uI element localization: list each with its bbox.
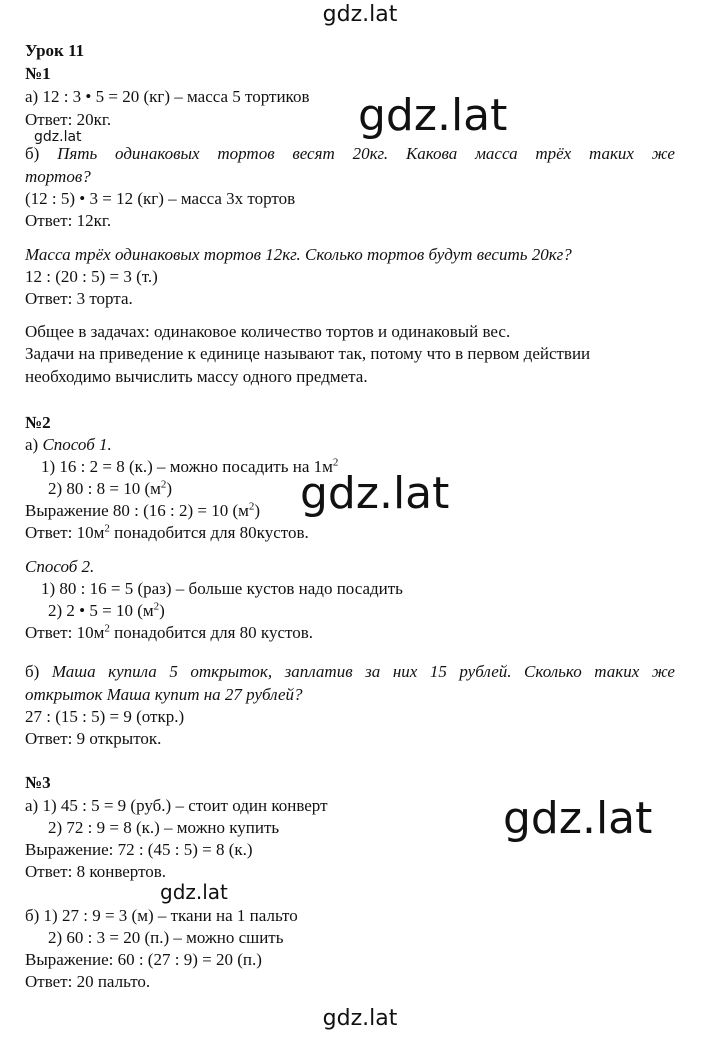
task-1-c-solution: 12 : (20 : 5) = 3 (т.) bbox=[25, 267, 158, 286]
closing-paren: ) bbox=[254, 501, 261, 520]
task-1-b-solution: (12 : 5) • 3 = 12 (кг) – масса 3х тортов bbox=[25, 189, 296, 208]
task-2-b-solution: 27 : (15 : 5) = 9 (откр.) bbox=[25, 707, 185, 726]
task-2-b-prefix: б) bbox=[25, 662, 40, 681]
word: весят bbox=[292, 144, 335, 163]
task-3-a-answer: Ответ: 8 конвертов. bbox=[25, 862, 167, 881]
task-2-way-1-answer bbox=[25, 523, 309, 543]
task-3-number: №3 bbox=[25, 773, 51, 792]
task-2-way-2-answer-end: понадобится для 80 кустов. bbox=[109, 623, 313, 642]
watermark-large-2: gdz.lat bbox=[300, 468, 450, 519]
word: за bbox=[365, 662, 381, 681]
task-2-way-2-step-2 bbox=[48, 601, 165, 621]
task-1-a-answer: Ответ: 20кг. bbox=[25, 110, 112, 129]
task-1-b-prefix: б) bbox=[25, 144, 40, 163]
word: таких bbox=[594, 662, 640, 681]
word: трёх bbox=[535, 144, 572, 163]
task-2-way-2-step-2-text: 2) 2 • 5 = 10 (м bbox=[48, 601, 154, 620]
word: одинаковых bbox=[115, 144, 200, 163]
word: Сколько bbox=[524, 662, 582, 681]
task-2-b-answer: Ответ: 9 открыток. bbox=[25, 729, 162, 748]
task-1-a-line: а) 12 : 3 • 5 = 20 (кг) – масса 5 тортиков bbox=[25, 87, 310, 106]
superscript: 2 bbox=[153, 600, 160, 613]
watermark-large-1: gdz.lat bbox=[358, 90, 508, 141]
task-1-note-3: необходимо вычислить массу одного предмета. bbox=[25, 367, 368, 386]
task-3-a-expression: Выражение: 72 : (45 : 5) = 8 (к.) bbox=[25, 840, 253, 859]
superscript: 2 bbox=[248, 500, 255, 513]
task-1-c-answer: Ответ: 3 торта. bbox=[25, 289, 133, 308]
task-2-way-1-step-2 bbox=[48, 479, 172, 499]
word: открыток, bbox=[190, 662, 273, 681]
task-1-b-answer: Ответ: 12кг. bbox=[25, 211, 112, 230]
task-3-b-step-2: 2) 60 : 3 = 20 (п.) – можно сшить bbox=[48, 928, 284, 947]
word: же bbox=[651, 662, 675, 681]
task-2-way-2-label: Способ 2. bbox=[25, 557, 95, 576]
task-2-b-question-line-2: открыток Маша купит на 27 рублей? bbox=[25, 685, 303, 704]
task-2-way-1-expression bbox=[25, 501, 260, 521]
watermark-small-1: gdz.lat bbox=[34, 129, 82, 145]
task-2-way-1-answer-end: понадобится для 80кустов. bbox=[109, 523, 309, 542]
task-2-way-2-answer-text: Ответ: 10м bbox=[25, 623, 105, 642]
word: них bbox=[392, 662, 418, 681]
word: Какова bbox=[405, 144, 458, 163]
task-2-number: №2 bbox=[25, 413, 51, 432]
word: купила bbox=[108, 662, 157, 681]
task-3-a-step-1: а) 1) 45 : 5 = 9 (руб.) – стоит один конверт bbox=[25, 796, 328, 815]
task-2-way-1-label: Способ 1. bbox=[42, 435, 112, 454]
task-3-b-expression: Выражение: 60 : (27 : 9) = 20 (п.) bbox=[25, 950, 262, 969]
task-3-b-step-1: б) 1) 27 : 9 = 3 (м) – ткани на 1 пальто bbox=[25, 906, 298, 925]
task-2-a-heading bbox=[25, 435, 112, 455]
superscript: 2 bbox=[104, 622, 110, 635]
word: 5 bbox=[169, 662, 178, 681]
task-2-b-question-line-1 bbox=[25, 662, 675, 682]
task-2-way-1-expression-text: Выражение 80 : (16 : 2) = 10 (м bbox=[25, 501, 249, 520]
task-2-way-1-step-2-text: 2) 80 : 8 = 10 (м bbox=[48, 479, 161, 498]
task-1-b-question-line-2: тортов? bbox=[25, 167, 91, 186]
word: таких bbox=[588, 144, 634, 163]
task-1-b-question-line-1 bbox=[25, 144, 675, 164]
task-3-a-step-2: 2) 72 : 9 = 8 (к.) – можно купить bbox=[48, 818, 280, 837]
word: Пять bbox=[57, 144, 98, 163]
superscript: 2 bbox=[104, 522, 110, 535]
lesson-title: Урок 11 bbox=[25, 41, 85, 60]
task-2-way-1-step-1-text: 1) 16 : 2 = 8 (к.) – можно посадить на 1м bbox=[41, 457, 333, 476]
word: масса bbox=[475, 144, 518, 163]
superscript: 2 bbox=[160, 478, 167, 491]
watermark-small-2: gdz.lat bbox=[160, 880, 228, 904]
task-2-way-2-answer bbox=[25, 623, 313, 643]
word: тортов bbox=[217, 144, 275, 163]
task-2-way-1-answer-text: Ответ: 10м bbox=[25, 523, 105, 542]
task-1-note-2: Задачи на приведение к единице называют так, потому что в первом действии bbox=[25, 344, 591, 363]
closing-paren: ) bbox=[166, 479, 173, 498]
word: 20кг. bbox=[352, 144, 389, 163]
task-2-way-1-step-1 bbox=[41, 457, 338, 477]
task-1-note-1: Общее в задачах: одинаковое количество тортов и одинаковый вес. bbox=[25, 322, 511, 341]
word: рублей. bbox=[459, 662, 512, 681]
word: Маша bbox=[51, 662, 96, 681]
task-1-c-question: Масса трёх одинаковых тортов 12кг. Сколько тортов будут весить 20кг? bbox=[25, 245, 572, 264]
watermark-top: gdz.lat bbox=[322, 2, 398, 27]
task-1-number: №1 bbox=[25, 64, 51, 83]
word: 15 bbox=[429, 662, 447, 681]
task-2-way-2-step-1: 1) 80 : 16 = 5 (раз) – больше кустов надо посадить bbox=[41, 579, 403, 598]
closing-paren: ) bbox=[159, 601, 165, 620]
superscript: 2 bbox=[332, 456, 339, 469]
task-2-a-prefix: а) bbox=[25, 435, 39, 454]
task-3-b-answer: Ответ: 20 пальто. bbox=[25, 972, 151, 991]
watermark-bottom: gdz.lat bbox=[322, 1006, 398, 1031]
word: же bbox=[651, 144, 675, 163]
watermark-large-3: gdz.lat bbox=[503, 793, 653, 844]
word: заплатив bbox=[284, 662, 353, 681]
